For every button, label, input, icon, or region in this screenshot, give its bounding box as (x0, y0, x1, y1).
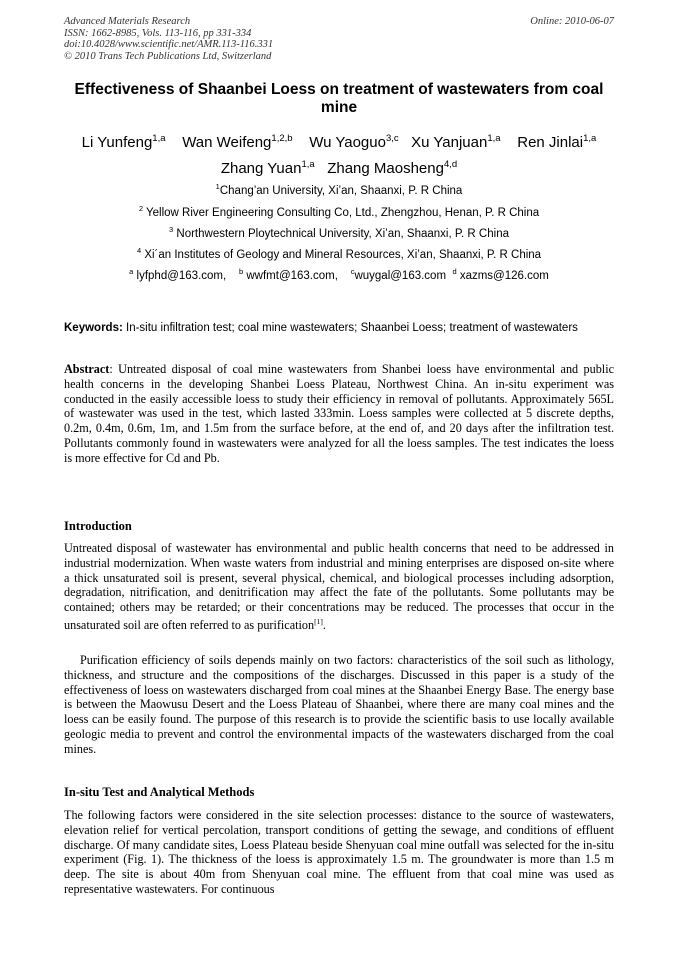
email-link[interactable]: wwfmt@163.com, (246, 269, 338, 282)
email-link[interactable]: xazms@126.com (459, 269, 549, 282)
keywords (64, 322, 614, 336)
affiliation-3 (40, 223, 638, 241)
paper-title: Effectiveness of Shaanbei Loess on treatment of wastewaters from coal mine (74, 81, 604, 116)
keywords-text: In-situ infiltration test; coal mine wastewaters; Shaanbei Loess; treatment of wastewaters (126, 322, 578, 334)
doi-line: doi:10.4028/www.scientific.net/AMR.113-116.331 (64, 39, 274, 50)
author-superscript: 1,a (152, 133, 166, 144)
abstract-text: : Untreated disposal of coal mine wastewaters from Shanbei loess have environmental and public health concerns in the developing Shanbei Loess Plateau, Northwest China. An in-situ experiment was conducted in the easily accessible loess to study their efficiency in removal of pollutants. Approximately 565L of wastewater was used in the test, which lasted 333min. Loess samples were collected at 5 discrete depths, 0.2m, 0.4m, 0.6m, 1m, and 1.5m from the surface before, at the end of, and 20 days after the infiltration test. Pollutants commonly found in wastewaters were analyzed for all the loess samples. The test indicates the loess is more effective for Cd and Pb. (64, 362, 614, 465)
author-name: Zhang Yuan (220, 160, 302, 177)
email-superscript: c (350, 267, 355, 276)
keywords-label: Keywords: (64, 322, 123, 334)
running-header (64, 16, 614, 62)
affiliation-superscript: 2 (138, 204, 143, 213)
abstract (64, 362, 614, 466)
affiliation-text: Chang’an University, Xi’an, Shaanxi, P. R China (219, 184, 463, 197)
online-date: Online: 2010-06-07 (530, 16, 614, 27)
author-superscript: 1,a (583, 133, 597, 144)
author-line-1 (40, 130, 638, 152)
affiliation-1 (40, 180, 638, 198)
affiliation-text: Xi´an Institutes of Geology and Mineral Resources, Xi’an, Shaanxi, P. R China (144, 248, 542, 261)
methods-paragraph-1: The following factors were considered in the site selection processes: distance to the source of wastewaters, elevation relief for vertical percolation, transport conditions of getting the sewage, and conditions of effluent discharge. Of many candidate sites, Loess Plateau beside Shenyuan coal mine outfall was selected for the in-situ experiment (Fig. 1). The thickness of the loess is approximately 1.5 m. The groundwater is more than 1.5 m deep. The site is about 40m from Shenyuan coal mine. The effluent from that coal mine was used as representative wastewaters. For continuous (64, 808, 614, 896)
paragraph-text: Untreated disposal of wastewater has environmental and public health concerns that need to be addressed in industrial modernization. When waste waters from industrial and mining enterprises are disposed on-site where a thick unsaturated soil is present, several physical, chemical, and biological processes including adsorption, degradation, nitrification, and denitrification may affect the fate of the pollutants. Some pollutants may be contained; others may be retarded; or their concentrations may be reduced. The processes that occur in the unsaturated soil are often referred to as purification (64, 541, 614, 633)
author-superscript: 3,c (385, 133, 399, 144)
author-name: Wu Yaoguo (309, 134, 386, 151)
author-name: Zhang Maosheng (327, 160, 444, 177)
affiliation-4 (40, 244, 638, 262)
journal-name: Advanced Materials Research (64, 16, 191, 27)
affiliation-superscript: 3 (169, 225, 174, 234)
introduction-paragraph-1 (64, 541, 614, 633)
citation-ref: [1] (314, 616, 323, 626)
author-superscript: 1,a (487, 133, 501, 144)
affiliation-text: Yellow River Engineering Consulting Co, Ltd., Zhengzhou, Henan, P. R China (146, 206, 540, 219)
author-name: Wan Weifeng (182, 134, 272, 151)
affiliation-superscript: 1 (215, 182, 220, 191)
author-superscript: 1,2,b (271, 133, 293, 144)
email-link[interactable]: lyfphd@163.com, (136, 269, 227, 282)
email-line (40, 265, 638, 283)
author-superscript: 4,d (443, 159, 458, 170)
email-link[interactable]: wuygal@163.com (354, 269, 447, 282)
author-name: Li Yunfeng (81, 134, 153, 151)
author-name: Ren Jinlai (517, 134, 584, 151)
email-superscript: a (129, 267, 134, 276)
issn-line: ISSN: 1662-8985, Vols. 113-116, pp 331-334 (64, 27, 252, 39)
abstract-label: Abstract (64, 362, 110, 376)
affiliation-superscript: 4 (136, 246, 142, 255)
author-name: Xu Yanjuan (411, 134, 488, 151)
author-line-2 (40, 156, 638, 178)
methods-heading: In-situ Test and Analytical Methods (64, 785, 255, 799)
email-superscript: b (238, 267, 244, 276)
affiliation-text: Northwestern Ploytechnical University, Xi’an, Shaanxi, P. R China (176, 227, 509, 240)
affiliation-2 (40, 202, 638, 220)
author-superscript: 1,a (301, 159, 315, 170)
email-superscript: d (452, 267, 457, 276)
paragraph-end: . (322, 618, 326, 633)
introduction-heading: Introduction (64, 519, 132, 533)
introduction-paragraph-2: Purification efficiency of soils depends mainly on two factors: characteristics of the soil such as lithology, thickness, and structure and the compositions of the discharges. Discussed in this paper is a study of the effectiveness of loess on wastewaters discharged from coal mines at the Shaanbei Energy Base. The energy base is between the Maowusu Desert and the Loess Plateau of Shaanbei, where there are many coal mines and the loess can be easily found. The purpose of this research is to provide the scientific basis to use locally available geologic media to prevent and control the environmental impacts of the wastewaters discharged from the coal mines. (64, 653, 614, 756)
copyright-line: © 2010 Trans Tech Publications Ltd, Switzerland (64, 50, 272, 62)
